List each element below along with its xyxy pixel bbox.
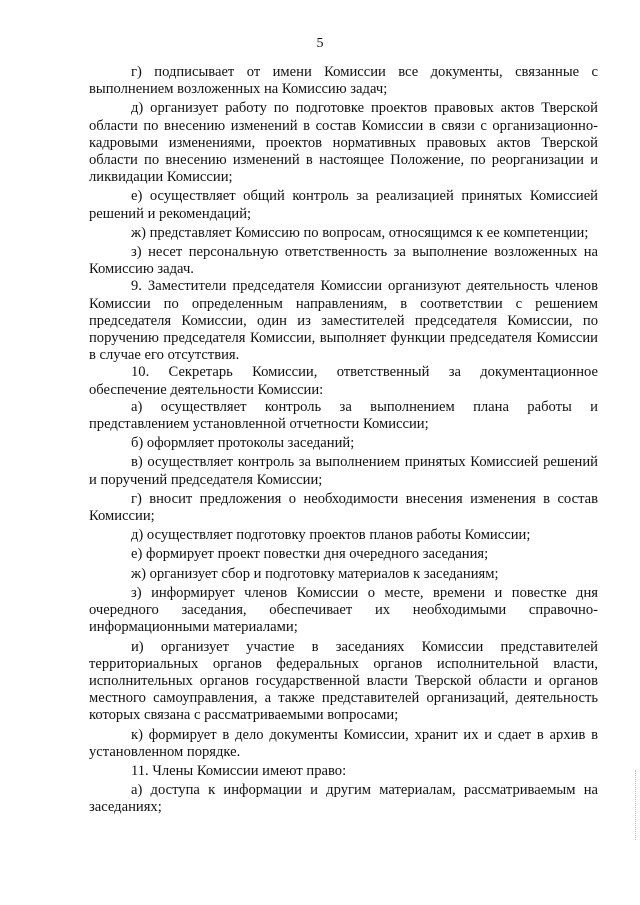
paragraph-b-protocols: б) оформляет протоколы заседаний; [131, 435, 355, 452]
section-10-secretary: 10. Секретарь Комиссии, ответственный за документационное обеспечение деятельности Комиссии: [89, 364, 598, 398]
paragraph-z-inform-members: з) информирует членов Комиссии о месте, времени и повестке дня очередного заседания, обеспечивает их необходимыми справочно-информационными материалами; [89, 584, 598, 636]
paragraph-g-proposals: г) вносит предложения о необходимости внесения изменения в состав Комиссии; [89, 490, 598, 525]
document-body [89, 64, 598, 819]
section-9-deputy-chairs: 9. Заместители председателя Комиссии организуют деятельность членов Комиссии по определенным направлениям, в соответствии с решением председателя Комиссии, один из заместителей председателя Комиссии, по поручению председателя Комиссии, выполняет функции председателя Комиссии в случае его отсутствия. [89, 278, 598, 364]
paragraph-zh-materials: ж) организует сбор и подготовку материалов к заседаниям; [131, 565, 499, 582]
paragraph-e-general-control: е) осуществляет общий контроль за реализацией принятых Комиссией решений и рекомендаций; [89, 188, 598, 222]
section-11-member-rights: 11. Члены Комиссии имеют право: [131, 762, 347, 779]
paragraph-a-control-work-plan: а) осуществляет контроль за выполнением плана работы и представлением установленной отчетности Комиссии; [89, 398, 598, 433]
paragraph-i-participation: и) организует участие в заседаниях Комиссии представителей территориальных органов федеральных органов исполнительной власти, исполнительных органов государственной власти Тверской области и органов местного самоуправления, а также представителей организаций, деятельность которых связана с рассматриваемыми вопросами; [89, 638, 598, 724]
paragraph-d-prepare-legal-acts: д) организует работу по подготовке проектов правовых актов Тверской области по внесению изменений в состав Комиссии в связи с организационно-кадровыми изменениями, проектов нормативных правовых актов Тверской области по внесению изменений в настоящее Положение, по реорганизации и ликвидации Комиссии; [89, 100, 598, 186]
paragraph-a-access-information: а) доступа к информации и другим материалам, рассматриваемым на заседаниях; [89, 782, 598, 816]
paragraph-v-control-decisions: в) осуществляет контроль за выполнением принятых Комиссией решений и поручений председателя Комиссии; [89, 454, 598, 488]
paragraph-e-agenda: е) формирует проект повестки дня очередного заседания; [131, 546, 489, 563]
paragraph-zh-represent-commission: ж) представляет Комиссию по вопросам, относящимся к ее компетенции; [131, 224, 589, 241]
paragraph-z-personal-responsibility: з) несет персональную ответственность за выполнение возложенных на Комиссию задач. [89, 244, 598, 278]
paragraph-k-archive: к) формирует в дело документы Комиссии, хранит их и сдает в архив в установленном порядке. [89, 726, 598, 760]
paragraph-g-sign-documents: г) подписывает от имени Комиссии все документы, связанные с выполнением возложенных на Комиссию задач; [89, 64, 598, 98]
page-number: 5 [316, 36, 324, 51]
scan-edge-mark [634, 770, 636, 840]
paragraph-d-work-plans: д) осуществляет подготовку проектов планов работы Комиссии; [131, 527, 531, 544]
